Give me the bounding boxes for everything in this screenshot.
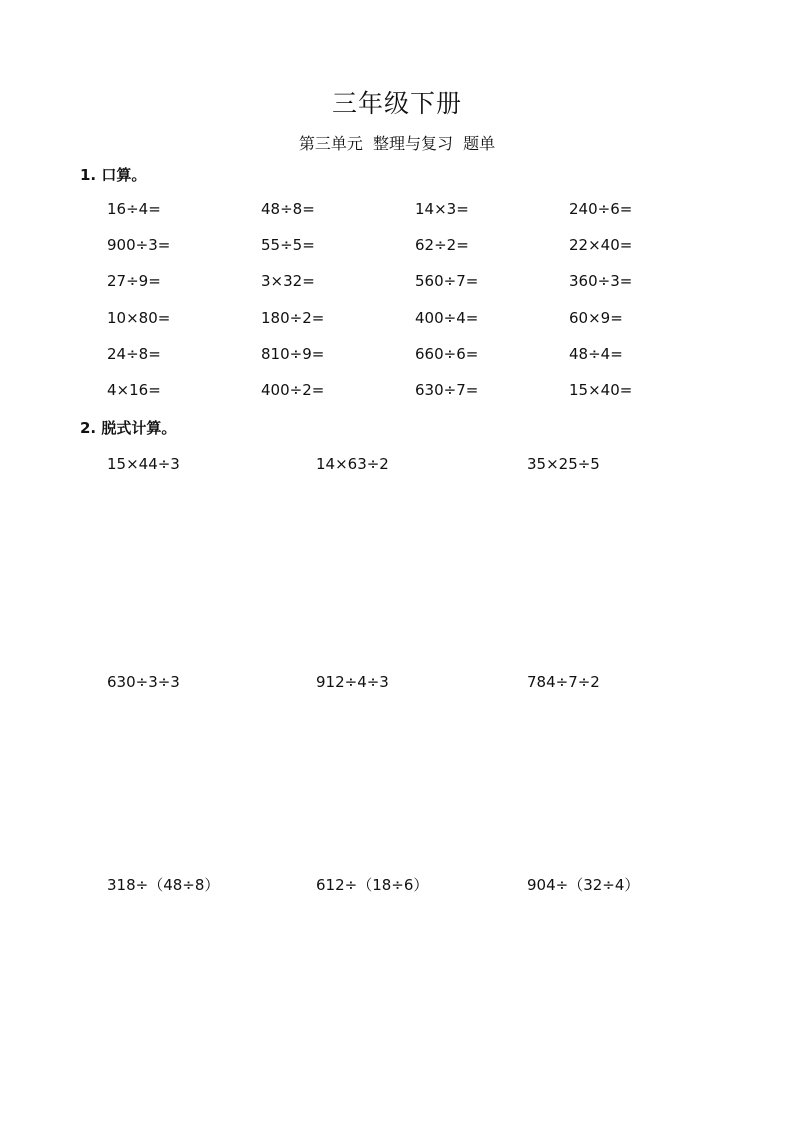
- oral-problem: 900÷3=: [107, 236, 171, 254]
- calc-problem: 318÷（48÷8）: [107, 876, 220, 894]
- oral-problem: 360÷3=: [569, 272, 633, 290]
- oral-problem: 660÷6=: [415, 345, 479, 363]
- calc-problem: 784÷7÷2: [527, 673, 600, 691]
- oral-problem: 22×40=: [569, 236, 633, 254]
- oral-problem: 630÷7=: [415, 381, 479, 399]
- oral-problem: 3×32=: [261, 272, 315, 290]
- oral-problem: 400÷2=: [261, 381, 325, 399]
- calc-problem: 35×25÷5: [527, 455, 600, 473]
- oral-problem: 48÷8=: [261, 200, 315, 218]
- oral-problem: 810÷9=: [261, 345, 325, 363]
- page-subtitle: 第三单元 整理与复习 题单: [298, 134, 496, 153]
- oral-problem: 16÷4=: [107, 200, 161, 218]
- oral-problem: 400÷4=: [415, 309, 479, 327]
- oral-problem: 560÷7=: [415, 272, 479, 290]
- calc-problem: 912÷4÷3: [316, 673, 389, 691]
- calc-problem: 904÷（32÷4）: [527, 876, 640, 894]
- oral-problem: 180÷2=: [261, 309, 325, 327]
- oral-problem: 48÷4=: [569, 345, 623, 363]
- oral-problem: 27÷9=: [107, 272, 161, 290]
- calc-problem: 15×44÷3: [107, 455, 180, 473]
- oral-problem: 62÷2=: [415, 236, 469, 254]
- oral-problem: 4×16=: [107, 381, 161, 399]
- oral-problem: 10×80=: [107, 309, 171, 327]
- oral-problem: 240÷6=: [569, 200, 633, 218]
- calc-problem: 612÷（18÷6）: [316, 876, 429, 894]
- oral-problem: 55÷5=: [261, 236, 315, 254]
- calc-problem: 14×63÷2: [316, 455, 389, 473]
- section-2-heading: 2. 脱式计算。: [80, 419, 177, 437]
- calc-problem: 630÷3÷3: [107, 673, 180, 691]
- page-title: 三年级下册: [331, 89, 462, 118]
- oral-problem: 15×40=: [569, 381, 633, 399]
- oral-problem: 14×3=: [415, 200, 469, 218]
- oral-problem: 24÷8=: [107, 345, 161, 363]
- oral-problem: 60×9=: [569, 309, 623, 327]
- section-1-heading: 1. 口算。: [80, 166, 147, 184]
